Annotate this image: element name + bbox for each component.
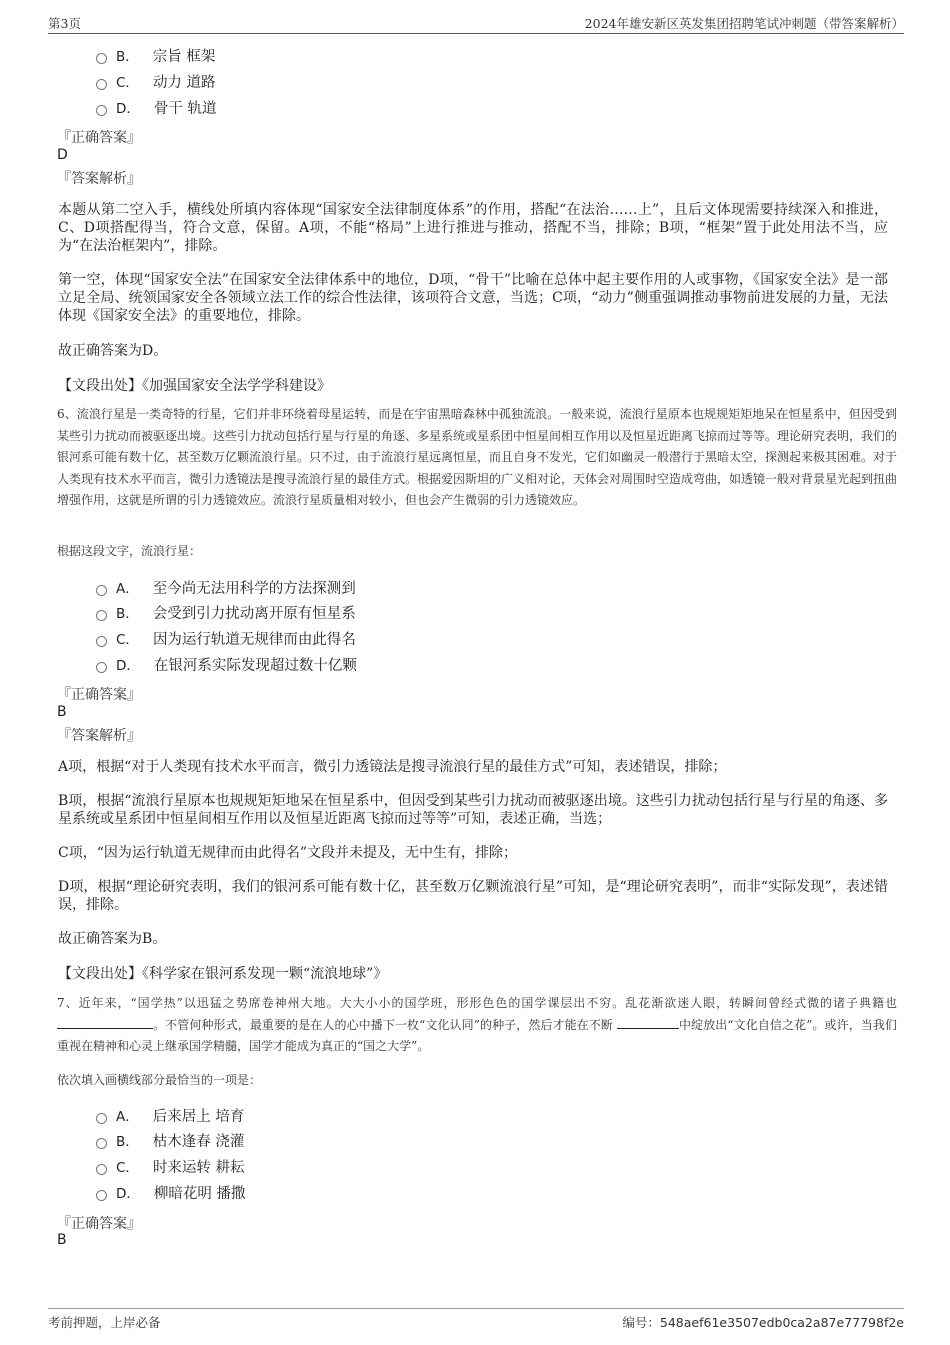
radio-icon[interactable] (96, 1164, 107, 1175)
radio-icon[interactable] (96, 1113, 107, 1124)
q6-option-c[interactable]: C． 因为运行轨道无规律而由此得名 (96, 630, 356, 650)
q6-analysis-paragraph: B项，根据“流浪行星原本也规规矩矩地呆在恒星系中，但因受到某些引力扰动而被驱逐出境。这些引力扰动包括行星与行星的角逐、多星系统或星系团中恒星间相互作用以及恒星近距离飞掠而过等等”可知，表述正确，当选； (58, 793, 888, 827)
q7-passage: 7、近年来，“国学热”以迅猛之势席卷神州大地。大大小小的国学班，形形色色的国学课层出不穷。乱花渐欲迷人眼，转瞬间曾经式微的诸子典籍也 。不管何种形式，最重要的是在人的心中播下一枚“文化认同”的种子，然后才能在不断 中绽放出“文化自信之花”。或许，当我们重视在精神和心灵上继承国学精髓，国学才能成为真正的“国之大学”。 (57, 996, 897, 1053)
q5-analysis-paragraph: 第一空，体现“国家安全法”在国家安全法律体系中的地位，D项，“骨干”比喻在总体中起主要作用的人或事物，《国家安全法》是一部立足全局、统领国家安全各领域立法工作的综合性法律，该项符合文意，当选；C项，“动力”侧重强调推动事物前进发展的力量，无法体现《国家安全法》的重要地位，排除。 (58, 272, 888, 324)
footer-slogan: 考前押题，上岸必备 (48, 1315, 161, 1330)
q7-answer-label: 『正确答案』 (57, 1216, 141, 1232)
q6-answer: B (57, 704, 67, 720)
q6-answer-label: 『正确答案』 (57, 687, 141, 703)
q6-analysis-paragraph: D项，根据“理论研究表明，我们的银河系可能有数十亿，甚至数万亿颗流浪行星”可知，是“理论研究表明”，而非“实际发现”，表述错误，排除。 (58, 879, 888, 913)
radio-icon[interactable] (96, 79, 107, 90)
q5-option-d[interactable]: D． 骨干 轨道 (96, 99, 217, 119)
page-header (48, 12, 904, 32)
q6-option-b[interactable]: B． 会受到引力扰动离开原有恒星系 (96, 604, 356, 624)
q5-answer-label: 『正确答案』 (57, 130, 141, 146)
q6-analysis-paragraph: C项，“因为运行轨道无规律而由此得名”文段并未提及，无中生有，排除； (58, 845, 518, 861)
q6-option-d[interactable]: D． 在银河系实际发现超过数十亿颗 (96, 656, 357, 676)
radio-icon[interactable] (96, 636, 107, 647)
q5-option-b[interactable]: B． 宗旨 框架 (96, 47, 215, 67)
q6-conclusion: 故正确答案为B。 (58, 931, 167, 947)
q6-analysis-label: 『答案解析』 (57, 728, 141, 744)
footer-divider (48, 1308, 904, 1309)
radio-icon[interactable] (96, 105, 107, 116)
q7-option-c[interactable]: C． 时来运转 耕耘 (96, 1158, 245, 1178)
q7-prompt: 依次填入画横线部分最恰当的一项是： (57, 1073, 262, 1087)
q5-analysis-paragraph: 本题从第二空入手，横线处所填内容体现“国家安全法律制度体系”的作用，搭配“在法治……上”，且后文体现需要持续深入和推进，C、D项搭配得当，符合文意，保留。A项，不能“格局”上进行推进与推动，搭配不当，排除；B项，“框架”置于此处用法不当，应为“在法治框架内”，排除。 (58, 202, 888, 254)
radio-icon[interactable] (96, 1190, 107, 1201)
q6-passage: 6、流浪行星是一类奇特的行星，它们并非环绕着母星运转，而是在宇宙黑暗森林中孤独流浪。一般来说，流浪行星原本也规规矩矩地呆在恒星系中，但因受到某些引力扰动而被驱逐出境。这些引力扰动包括行星与行星的角逐、多星系统或星系团中恒星间相互作用以及恒星近距离飞掠而过等等。理论研究表明，我们的银河系可能有数十亿，甚至数万亿颗流浪行星。只不过，由于流浪行星远离恒星，而且自身不发光，它们如幽灵一般潜行于黑暗太空，探测起来极其困难。对于人类现有技术水平而言，微引力透镜法是搜寻流浪行星的最佳方式。根据爱因斯坦的广义相对论，天体会对周围时空造成弯曲，如透镜一般对背景星光起到扭曲增强作用，这就是所谓的引力透镜效应。流浪行星质量相对较小，但也会产生微弱的引力透镜效应。 (57, 407, 898, 507)
q7-option-b[interactable]: B． 枯木逢春 浇灌 (96, 1132, 244, 1152)
page-footer (48, 1313, 904, 1331)
q5-source: 【文段出处】《加强国家安全法学学科建设》 (58, 378, 331, 394)
q5-answer: D (57, 147, 68, 163)
q6-source: 【文段出处】《科学家在银河系发现一颗“流浪地球”》 (58, 966, 388, 982)
q5-conclusion: 故正确答案为D。 (58, 343, 168, 359)
page-number: 第3页 (48, 16, 81, 31)
radio-icon[interactable] (96, 53, 107, 64)
q7-option-d[interactable]: D． 柳暗花明 播撒 (96, 1184, 246, 1204)
radio-icon[interactable] (96, 610, 107, 621)
document-id: 编号：548aef61e3507edb0ca2a87e77798f2e (622, 1315, 904, 1330)
radio-icon[interactable] (96, 1138, 107, 1149)
q7-answer: B (57, 1232, 67, 1248)
radio-icon[interactable] (96, 662, 107, 673)
fill-blank-2 (617, 1016, 679, 1029)
q6-prompt: 根据这段文字，流浪行星： (57, 544, 202, 558)
radio-icon[interactable] (96, 585, 107, 596)
q7-option-a[interactable]: A． 后来居上 培育 (96, 1107, 244, 1127)
document-title: 2024年雄安新区英发集团招聘笔试冲刺题（带答案解析） (584, 16, 904, 31)
header-divider (48, 33, 904, 34)
q6-option-a[interactable]: A． 至今尚无法用科学的方法探测到 (96, 579, 356, 599)
q5-analysis-label: 『答案解析』 (57, 171, 141, 187)
fill-blank-1 (57, 1016, 153, 1029)
q6-analysis-paragraph: A项，根据“对于人类现有技术水平而言，微引力透镜法是搜寻流浪行星的最佳方式”可知，表述错误，排除； (58, 759, 727, 775)
q5-option-c[interactable]: C． 动力 道路 (96, 73, 216, 93)
